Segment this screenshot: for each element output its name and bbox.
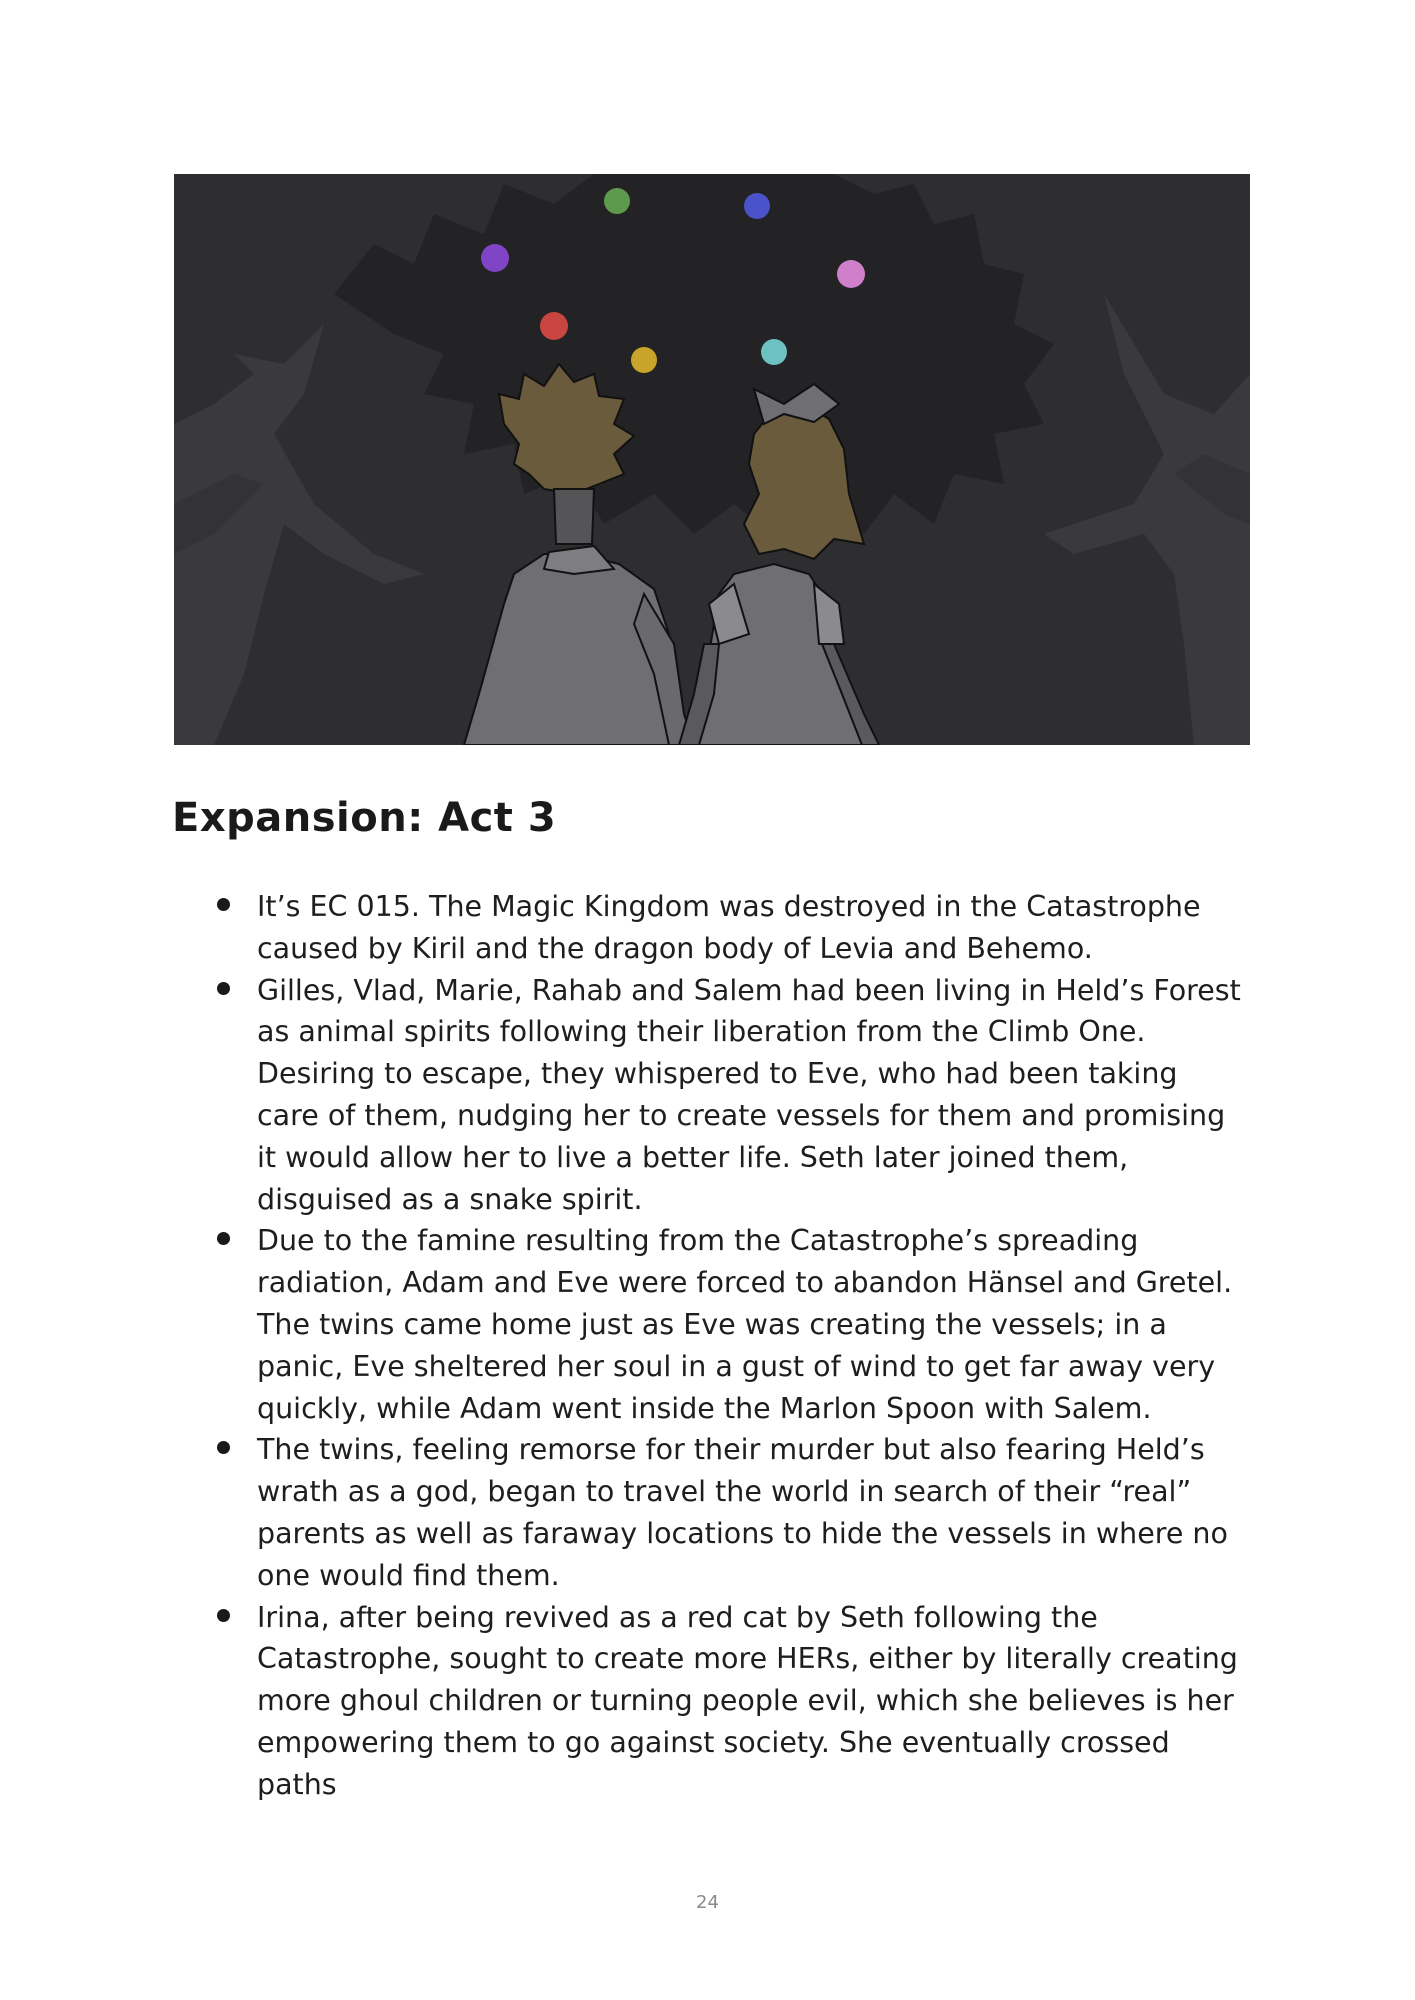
list-item-text: Gilles, Vlad, Marie, Rahab and Salem had been living in Held’s Forest as animal spirits following their liberation from the Climb One. Desiring to escape, they whispered to Eve, who had been taking care of them, nudging her to create vessels for them and promising it would allow her to live a better life. Seth later joined them, disguised as a snake spirit. [257, 973, 1241, 1216]
teal-orb [761, 339, 787, 365]
bullet-dot [217, 1609, 230, 1622]
blue-orb [744, 193, 770, 219]
page-number: 24 [696, 1892, 719, 1913]
bullet-dot [217, 1232, 230, 1245]
list-item-text: Irina, after being revived as a red cat by Seth following the Catastrophe, sought to create more HERs, either by literally creating more ghoul children or turning people evil, which she believes is her empowering them to go against society. She eventually crossed paths [257, 1600, 1238, 1801]
bullet-list [205, 886, 1245, 1806]
list-item [205, 1597, 1245, 1806]
list-item-text: The twins, feeling remorse for their murder but also fearing Held’s wrath as a god, began to travel the world in search of their “real” parents as well as faraway locations to hide the vessels in where no one would find them. [257, 1433, 1228, 1592]
bullet-dot [217, 982, 230, 995]
illustration-canvas [174, 174, 1250, 745]
twins-in-dark-forest-illustration [174, 174, 1250, 745]
bullet-dot [217, 1441, 230, 1454]
pink-orb [837, 260, 865, 288]
boy-neck [554, 489, 594, 544]
purple-orb [481, 244, 509, 272]
list-item [205, 970, 1245, 1221]
list-item-text: It’s EC 015. The Magic Kingdom was destroyed in the Catastrophe caused by Kiril and the dragon body of Levia and Behemo. [257, 890, 1201, 965]
red-orb [540, 312, 568, 340]
list-item [205, 1220, 1245, 1429]
list-item [205, 1429, 1245, 1596]
list-item [205, 886, 1245, 970]
green-orb [604, 188, 630, 214]
bullet-dot [217, 898, 230, 911]
yellow-orb [631, 347, 657, 373]
list-item-text: Due to the famine resulting from the Catastrophe’s spreading radiation, Adam and Eve were forced to abandon Hänsel and Gretel. The twins came home just as Eve was creating the vessels; in a panic, Eve sheltered her soul in a gust of wind to get far away very quickly, while Adam went inside the Marlon Spoon with Salem. [257, 1224, 1233, 1425]
page-heading: Expansion: Act 3 [172, 795, 557, 841]
